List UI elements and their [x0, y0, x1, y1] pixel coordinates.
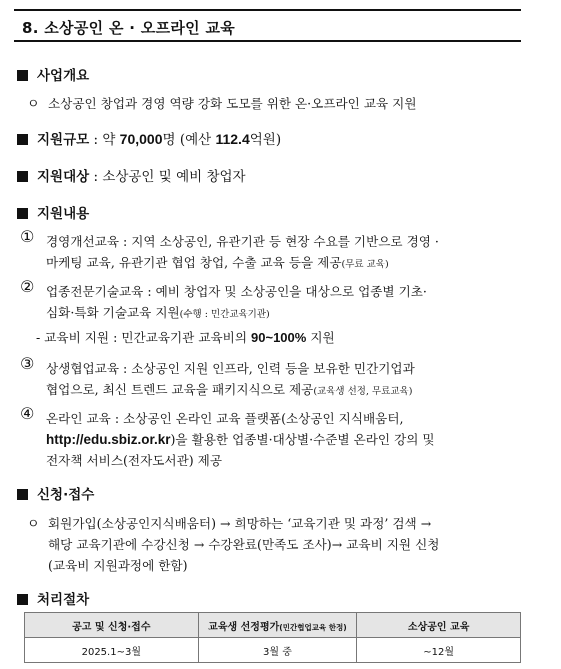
square-bullet-icon — [17, 171, 28, 182]
apply-line2: 해당 교육기관에 수강신청 → 수강완료(만족도 조사)→ 교육비 지원 신청 — [48, 537, 440, 552]
square-bullet-icon — [17, 489, 28, 500]
procedure-header-row — [25, 613, 521, 638]
apply-bullet: ㅇ — [27, 517, 40, 532]
item-1-marker: ① — [20, 227, 35, 246]
square-bullet-icon — [17, 594, 28, 605]
item-4-marker: ④ — [20, 404, 35, 423]
item-3-marker: ③ — [20, 354, 35, 373]
section-scale: 지원규모 : 약 70,000명 (예산 112.4억원) — [17, 128, 281, 148]
procedure-cell: 3월 중 — [198, 638, 357, 663]
edu-url-link[interactable]: http://edu.sbiz.or.kr — [46, 432, 171, 447]
item-4-line2: http://edu.sbiz.or.kr)을 활용한 업종별·대상별·수준별 온라인 강의 및 — [46, 432, 435, 447]
procedure-data-row — [25, 638, 521, 663]
procedure-header-cell: 소상공인 교육 — [357, 613, 521, 638]
apply-line3: (교육비 지원과정에 한함) — [48, 558, 188, 573]
section-procedure-heading: 처리절차 — [17, 588, 89, 608]
apply-line1: 회원가입(소상공인지식배움터) → 희망하는 ‘교육기관 및 과정’ 검색 → — [48, 516, 432, 531]
section-overview-heading: 사업개요 — [17, 64, 89, 84]
title-bottom-rule — [14, 40, 521, 42]
item-2-line1: 업종전문기술교육 : 예비 창업자 및 소상공인을 대상으로 업종별 기초· — [46, 284, 427, 299]
section-content-heading: 지원내용 — [17, 202, 89, 222]
section-apply-heading: 신청·접수 — [17, 483, 94, 503]
procedure-cell: ~12월 — [357, 638, 521, 663]
title-top-rule — [14, 9, 521, 11]
square-bullet-icon — [17, 134, 28, 145]
procedure-header-cell: 교육생 선정평가(민간협업교육 한정) — [198, 613, 357, 638]
item-3-line1: 상생협업교육 : 소상공인 지원 인프라, 인력 등을 보유한 민간기업과 — [46, 361, 415, 376]
item-2-marker: ② — [20, 277, 35, 296]
section-target: 지원대상 : 소상공인 및 예비 창업자 — [17, 165, 246, 185]
overview-text: 소상공인 창업과 경영 역량 강화 도모를 위한 온·오프라인 교육 지원 — [48, 96, 417, 111]
item-3-line2: 협업으로, 최신 트렌드 교육을 패키지식으로 제공(교육생 선정, 무료교육) — [46, 382, 413, 397]
procedure-cell: 2025.1~3월 — [25, 638, 199, 663]
item-2-line2: 심화·특화 기술교육 지원(수행 : 민간교육기관) — [46, 305, 270, 320]
page-title: 8. 소상공인 온 · 오프라인 교육 — [22, 19, 236, 37]
item-4-line1: 온라인 교육 : 소상공인 온라인 교육 플랫폼(소상공인 지식배움터, — [46, 411, 404, 426]
square-bullet-icon — [17, 70, 28, 81]
item-4-line3: 전자책 서비스(전자도서관) 제공 — [46, 453, 222, 468]
procedure-header-cell: 공고 및 신청·접수 — [25, 613, 199, 638]
item-1-line2: 마케팅 교육, 유관기관 협업 창업, 수출 교육 등을 제공(무료 교육) — [46, 255, 389, 270]
procedure-table — [24, 612, 521, 663]
tuition-support-line: - 교육비 지원 : 민간교육기관 교육비의 90~100% 지원 — [36, 330, 335, 345]
overview-bullet: ㅇ — [27, 97, 40, 112]
item-1-line1: 경영개선교육 : 지역 소상공인, 유관기관 등 현장 수요를 기반으로 경영 · — [46, 234, 439, 249]
square-bullet-icon — [17, 208, 28, 219]
